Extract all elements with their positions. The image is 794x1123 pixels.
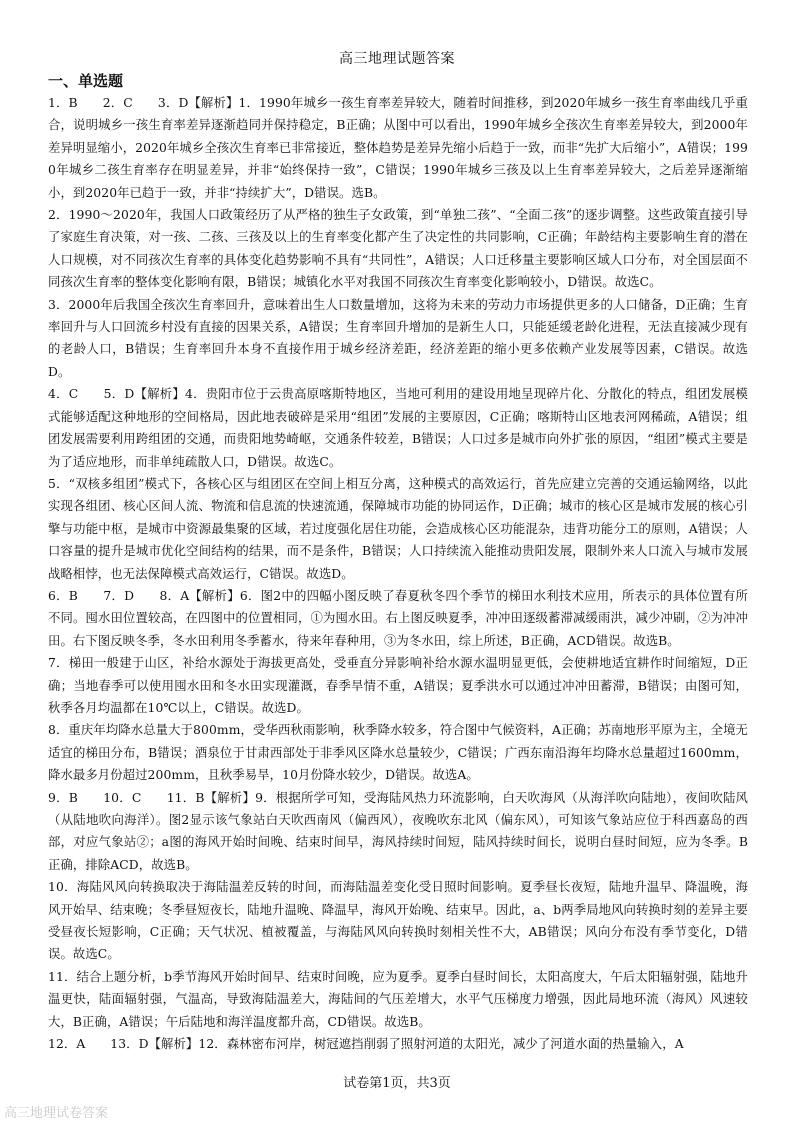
document-title: 高三地理试题答案 bbox=[339, 51, 455, 67]
answer-paragraph: 3．2000年后我国全孩次生育率回升，意味着出生人口数量增加，这将为未来的劳动力市场提供更多的人口储备，D正确；生育率回升与人口回流乡村没有直接的因果关系，A错误；生育率回升增加的是新生人口，只能延缓老龄化进程，无法直接减少现有的老龄人口，B错误；生育率回升本身不直接作用于城乡经济差距，经济差距的缩小更多依赖产业发展等因素，C错误。故选D。 bbox=[48, 297, 748, 379]
page-footer: 试卷第1页，共3页 bbox=[343, 1076, 451, 1091]
answer-paragraph: 8．重庆年均降水总量大于800mm，受华西秋雨影响，秋季降水较多，符合图中气候资料，A正确；苏南地形平原为主，全境无适宜的梯田分布，B错误；酒泉位于甘肃西部处于非季风区降水总量较少，C错误；广西东南沿海年均降水总量超过1600mm，降水最多月份超过200mm，且秋季易旱，10月份降水较少，D错误。故选A。 bbox=[48, 723, 748, 783]
answer-paragraph: 5．“双核多组团”模式下，各核心区与组团区在空间上相互分离，这种模式的高效运行，首先应建立完善的交通运输网络，以此实现各组团、核心区间人流、物流和信息流的快速流通，保障城市功能的协同运作，D正确；城市的核心区是城市发展的核心引擎与功能中枢，是城市中资源最集聚的区域，若过度强化居住功能，会造成核心区功能混杂，违背功能分工的原则，A错误；人口容量的提升是城市优化空间结构的结果，而不是条件，B错误；人口持续流入能推动贵阳发展，限制外来人口流入与城市发展战略相悖，也无法保障模式高效运行，C错误。故选D。 bbox=[48, 476, 748, 581]
answer-paragraph: 9．B 10．C 11．B【解析】9．根据所学可知，受海陆风热力环流影响，白天吹海风（从海洋吹向陆地），夜间吹陆风（从陆地吹向海洋）。图2显示该气象站白天吹西南风（偏西风），夜晚吹东北风（偏东风），可知该气象站应位于科西嘉岛的西部，对应气象站②；a图的海风开始时间晚、结束时间早，海风持续时间短，陆风持续时间长，说明白昼时间短，应为冬季。B正确，排除ACD，故选B。 bbox=[48, 790, 748, 872]
answer-paragraph: 2．1990～2020年，我国人口政策经历了从严格的独生子女政策，到“单独二孩”、“全面二孩”的逐步调整。这些政策直接引导了家庭生育决策，对一孩、二孩、三孩及以上的生育率变化都产生了决定性的共同影响，C正确；年龄结构主要影响生育的潜在人口规模，对不同孩次生育率的具体变化趋势影响不具有“共同性”，A错误；人口迁移量主要影响区域人口分布，对全国层面不同孩次生育率的整体变化影响有限，B错误；城镇化水平对我国不同孩次生育率变化影响较小，D错误。故选C。 bbox=[48, 208, 748, 290]
answer-paragraph: 1．B 2．C 3．D【解析】1．1990年城乡一孩生育率差异较大，随着时间推移，到2020年城乡一孩生育率曲线几乎重合，说明城乡一孩生育率差异逐渐趋同并保持稳定，B正确；从图中可以看出，1990年城乡全孩次生育率差异较大，到2000年差异明显缩小，2020年城乡全孩次生育率已非常接近，整体趋势是差异先缩小后趋于一致，而非“先扩大后缩小”，A错误；1990年城乡二孩生育率存在明显差异，并非“始终保持一致”，C错误；1990年城乡三孩及以上生育率差异较大，之后差异逐渐缩小，到2020年已趋于一致，并非“持续扩大”，D错误。选B。 bbox=[48, 96, 748, 200]
answer-body bbox=[48, 92, 748, 1055]
section-heading: 一、单选题 bbox=[48, 72, 124, 90]
answer-paragraph: 4．C 5．D【解析】4．贵阳市位于云贵高原喀斯特地区，当地可利用的建设用地呈现碎片化、分散化的特点，组团发展模式能够适配这种地形的空间格局，因此地表破碎是采用“组团”发展的主要原因，C正确；喀斯特山区地表河网稀疏，A错误；组团发展需要利用跨组团的交通，而贵阳地势崎岖，交通条件较差，B错误；人口过多是城市向外扩张的原因，“组团”模式主要是为了适应地形，而非单纯疏散人口，D错误。故选C。 bbox=[48, 387, 748, 469]
answer-paragraph: 7．梯田一般建于山区，补给水源处于海拔更高处，受垂直分异影响补给水源水温明显更低，会使耕地适宜耕作时间缩短，D正确；当地春季可以使用囤水田和冬水田实现灌溉，春季旱情不重，A错误；夏季洪水可以通过冲冲田蓄滞，B错误；由图可知，秋季各月均温都在10℃以上，C错误。故选D。 bbox=[48, 656, 748, 715]
answer-paragraph: 10．海陆风风向转换取决于海陆温差反转的时间，而海陆温差变化受日照时间影响。夏季昼长夜短，陆地升温早、降温晚，海风开始早、结束晚；冬季昼短夜长，陆地升温晚、降温早，海风开始晚、结束早。因此，a、b两季局地风向转换时刻的差异主要受昼夜长短影响，C正确；天气状况、植被覆盖，与海陆风风向转换时刻相关性不大，AB错误；风向分布没有季节变化，D错误。故选C。 bbox=[48, 880, 748, 962]
answer-paragraph: 12．A 13．D【解析】12．森林密布河岸，树冠遮挡削弱了照射河道的太阳光，减少了河道水面的热量输入，A bbox=[48, 1037, 684, 1052]
answer-paragraph: 6．B 7．D 8．A【解析】6．图2中的四幅小图反映了春夏秋冬四个季节的梯田水利技术应用，所表示的具体位置有所不同。囤水田位置较高，在四图中的位置相同，①为囤水田。右上图反映夏季，冲冲田逐级蓄滞减缓雨洪，减少冲刷，②为冲冲田。右下图反映冬季，冬水田利用冬季蓄水，待来年春种用，③为冬水田，综上所述，B正确，ACD错误。故选B。 bbox=[48, 588, 748, 648]
answer-paragraph: 11．结合上题分析，b季节海风开始时间早、结束时间晚，应为夏季。夏季白昼时间长，太阳高度大，午后太阳辐射强，陆地升温更快，陆面辐射强，气温高，导致海陆温差大，海陆间的气压差增大，水平气压梯度力增强，因此局地环流（海风）风速较大，B正确，A错误；午后陆地和海洋温度都升高，CD错误。故选B。 bbox=[48, 969, 748, 1029]
watermark-text: 高三地理试卷答案 bbox=[4, 1106, 109, 1121]
